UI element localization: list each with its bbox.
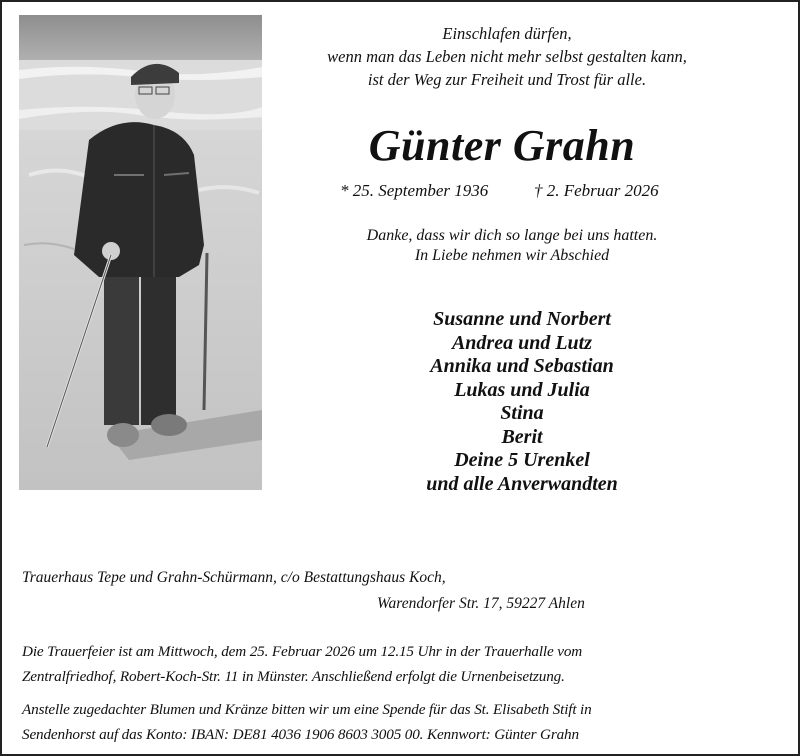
mourner-entry: Berit [501,425,543,448]
donation-line: Anstelle zugedachter Blumen und Kränze bitten wir um eine Spende für das St. Elisabeth Stift in [22,701,592,718]
mourning-house-address [22,565,702,617]
donation-line: Sendenhorst auf das Konto: IBAN: DE81 4036 1906 8603 3005 00. Kennwort: Günter Grahn [22,726,579,743]
ceremony-line: Zentralfriedhof, Robert-Koch-Str. 11 in Münster. Anschließend erfolgt die Urnenbeisetzung. [22,668,565,685]
mourner-entry: Susanne und Norbert [433,308,611,330]
funeral-ceremony-info [22,639,797,689]
address-line: Trauerhaus Tepe und Grahn-Schürmann, c/o Bestattungshaus Koch, [22,569,446,586]
donation-request [22,697,797,747]
ceremony-line: Die Trauerfeier ist am Mittwoch, dem 25. Februar 2026 um 12.15 Uhr in der Trauerhalle vom [22,643,583,660]
death-date: † 2. Februar 2026 [534,181,659,200]
verse-line: Einschlafen dürfen, [442,24,572,43]
portrait-photo [19,15,262,490]
life-dates [332,179,712,203]
verse-line: wenn man das Leben nicht mehr selbst gestalten kann, [327,47,687,66]
farewell-line: Danke, dass wir dich so lange bei uns hatten. [366,227,658,244]
mourner-entry: Stina [500,402,544,424]
portrait-image [19,15,262,490]
mourners-list [362,308,682,496]
memorial-verse [282,22,732,91]
farewell-message [302,226,722,266]
mourner-entry: und alle Anverwandten [426,472,618,495]
mourner-entry: Andrea und Lutz [451,331,593,354]
verse-line: ist der Weg zur Freiheit und Trost für alle. [367,70,647,89]
mourner-entry: Annika und Sebastian [430,355,614,377]
birth-date: * 25. September 1936 [340,181,489,200]
mourner-entry: Lukas und Julia [454,378,590,401]
mourner-entry: Deine 5 Urenkel [454,449,590,471]
deceased-name: Günter Grahn [368,121,636,170]
address-line: Warendorfer Str. 17, 59227 Ahlen [377,595,585,612]
farewell-line: In Liebe nehmen wir Abschied [414,247,610,264]
